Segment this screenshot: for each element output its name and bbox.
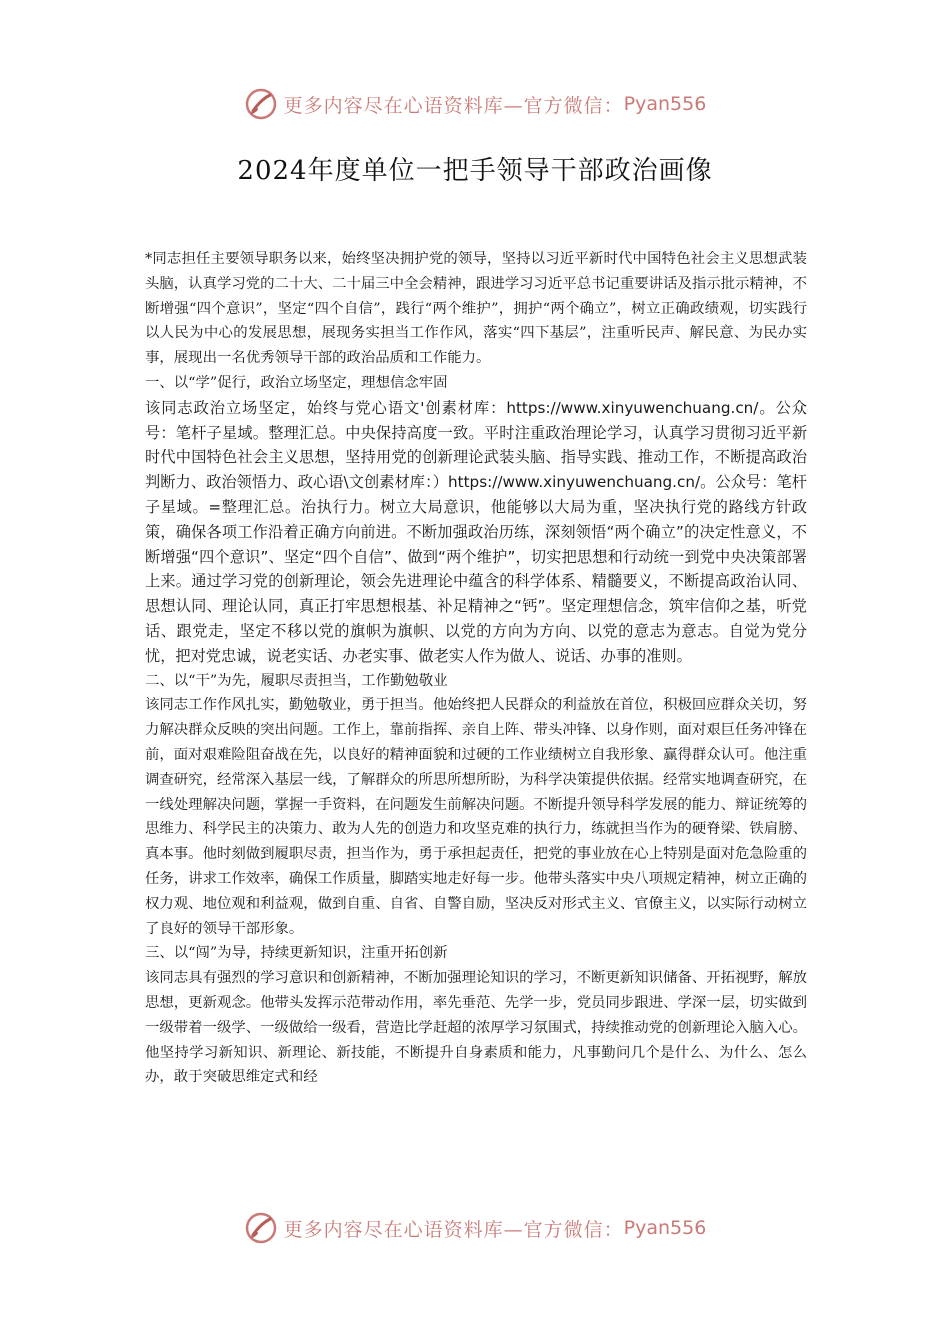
section-body-3: 该同志具有强烈的学习意识和创新精神，不断加强理论知识的学习，不断更新知识储备、开拓视野，解放思想，更新观念。他带头发挥示范带动作用，率先垂范、先学一步，党员同步跟进、学深一层，切实做到一级带着一级学、一级做给一级看，营造比学赶超的浓厚学习氛围式，持续推动党的创新理论入脑入心。他坚持学习新知识、新理论、新技能，不断提升自身素质和能力，凡事勤问几个是什么、为什么、怎么办，敢于突破思维定式和经 bbox=[145, 970, 807, 1086]
banner-text: 更多内容尽在心语资料库—官方微信： bbox=[283, 94, 624, 117]
footer-watermark-banner bbox=[0, 1206, 950, 1250]
brush-logo-icon bbox=[244, 87, 278, 121]
document-title: 2024年度单位一把手领导干部政治画像 bbox=[237, 156, 713, 186]
section-body-1: 该同志政治立场坚定，始终与党心语文'创素材库：https://www.xinyuwenchuang.cn/。公众号：笔杆子星域。整理汇总。中央保持高度一致。平时注重政治理论学习，认真学习贯彻习近平新时代中国特色社会主义思想，坚持用党的创新理论武装头脑、指导实践、推动工作，不断提高政治判断力、政治领悟力、政心语\文创素材库：）https://www.xinyuwenchuang.cn/。公众号：笔杆子星域。=整理汇总。治执行力。树立大局意识，他能够以大局为重，坚决执行党的路线方针政策，确保各项工作沿着正确方向前进。不断加强政治历练，深刻领悟“两个确立”的决定性意义，不断增强“四个意识”、坚定“四个自信”、做到“两个维护”，切实把思想和行动统一到党中央决策部署上来。通过学习党的创新理论，领会先进理论中蕴含的科学体系、精髓要义，不断提高政治认同、思想认同、理论认同，真正打牢思想根基、补足精神之“钙”。坚定理想信念，筑牢信仰之基，听党话、跟党走，坚定不移以党的旗帜为旗帜、以党的方向为方向、以党的意志为意志。自觉为党分忧，把对党忠诚，说老实话、办老实事、做老实人作为做人、说话、办事的准则。 bbox=[145, 398, 807, 665]
brush-logo-icon bbox=[244, 1211, 278, 1245]
section-heading-3: 三、以“闯”为导，持续更新知识，注重开拓创新 bbox=[145, 945, 448, 962]
section-heading-2: 二、以“干”为先，履职尽责担当，工作勤勉敬业 bbox=[145, 672, 448, 689]
banner-wechat-id: Pyan556 bbox=[623, 93, 707, 115]
intro-paragraph: *同志担任主要领导职务以来，始终坚决拥护党的领导，坚持以习近平新时代中国特色社会主义思想武装头脑，认真学习党的二十大、二十届三中全会精神，跟进学习习近平总书记重要讲话及指示批示精神，不断增强“四个意识”，坚定“四个自信”，践行“两个维护”，拥护“两个确立”，树立正确政绩观，切实践行以人民为中心的发展思想，展现务实担当工作作风，落实“四下基层”，注重听民声、解民意、为民办实事，展现出一名优秀领导干部的政治品质和工作能力。 bbox=[145, 251, 807, 367]
section-heading-1: 一、以“学”促行，政治立场坚定，理想信念牢固 bbox=[145, 374, 448, 391]
banner-text: 更多内容尽在心语资料库—官方微信： bbox=[283, 1218, 624, 1241]
section-body-2: 该同志工作作风扎实，勤勉敬业，勇于担当。他始终把人民群众的利益放在首位，积极回应群众关切，努力解决群众反映的突出问题。工作上，靠前指挥、亲自上阵、带头冲锋、以身作则，面对艰巨任务冲锋在前，面对艰难险阻奋战在先，以良好的精神面貌和过硬的工作业绩树立自我形象、赢得群众认可。他注重调查研究，经常深入基层一线，了解群众的所思所想所盼，为科学决策提供依据。经常实地调查研究，在一线处理解决问题，掌握一手资料，在问题发生前解决问题。不断提升领导科学发展的能力、辩证统筹的思维力、科学民主的决策力、敢为人先的创造力和攻坚克难的执行力，练就担当作为的硬脊梁、铁肩膀、真本事。他时刻做到履职尽责，担当作为，勇于承担起责任，把党的事业放在心上特别是面对危急险重的任务，讲求工作效率，确保工作质量，脚踏实地走好每一步。他带头落实中央八项规定精神，树立正确的权力观、地位观和利益观，做到自重、自省、自警自励，坚决反对形式主义、官僚主义，以实际行动树立了良好的领导干部形象。 bbox=[145, 697, 807, 937]
banner-wechat-id: Pyan556 bbox=[623, 1217, 707, 1239]
document-body bbox=[145, 247, 807, 1090]
header-watermark-banner bbox=[0, 82, 950, 126]
